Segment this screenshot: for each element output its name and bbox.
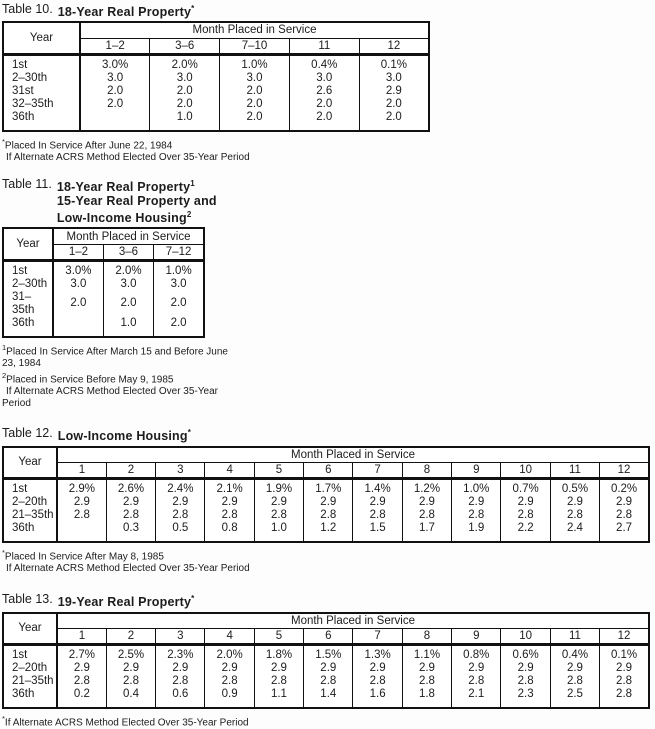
month-column-header: 6 [304,463,353,479]
data-cell: 1.7 [402,522,451,542]
month-column-header: 1 [57,629,106,645]
table-11-title-prefix: Table 11. [2,176,52,191]
data-cell: 3.0 [220,72,290,85]
row-label: 36th [3,111,80,131]
data-cell: 2.8 [73,675,90,688]
table-row [3,54,429,72]
table-10-section [2,2,655,164]
data-cell: 2.9 [600,496,649,509]
footnote-line [2,713,655,729]
data-cell: 2.0 [154,317,204,337]
table-row [3,278,204,291]
data-cell: 2.0 [289,111,359,131]
footnote-line [2,398,655,410]
footnote-text: 23, 1984 [2,358,41,370]
table-13-section [2,592,655,729]
footnote-text: If Alternate ACRS Method Elected Over 35-Year Period [6,151,250,163]
footnote-text: Placed In Service After May 8, 1985 [4,551,164,563]
table-13-title-text [58,592,195,609]
table-row [3,98,429,111]
table-12-title-prefix: Table 12. [2,426,53,441]
data-cell: 2.0 [70,297,87,310]
month-column-header: 1–2 [80,38,150,54]
table-title-line [57,208,217,225]
row-label: 31st [3,85,80,98]
data-cell: 3.0 [70,277,87,290]
table-12-section [2,426,655,575]
data-cell: 2.0 [150,98,220,111]
data-cell: 2.2 [501,522,550,542]
data-cell: 2.9 [501,496,550,509]
header-row-1 [3,613,649,629]
month-column-header: 7 [353,463,402,479]
month-column-header: 3 [156,463,205,479]
year-column-header: Year [3,22,80,54]
header-row-1 [3,228,204,244]
data-cell: 2.0% [205,645,254,663]
month-column-header: 3–6 [150,38,220,54]
data-cell: 2.7 [600,522,649,542]
month-column-header: 9 [452,463,501,479]
month-column-header: 7–10 [220,38,290,54]
data-cell: 0.9 [205,688,254,708]
title-footnote-marker: * [191,4,195,13]
month-column-header: 11 [550,629,599,645]
data-cell: 1.1% [402,645,451,663]
row-label: 1st [3,260,53,278]
month-column-header: 3–6 [103,244,153,260]
table-10-footnotes [2,136,655,164]
table-title-line [58,2,195,19]
data-cell: 2.9 [156,662,205,675]
data-cell: 2.3 [501,688,550,708]
table-title-line [57,194,217,208]
year-column-header: Year [3,228,53,260]
data-cell: 2.8 [501,509,550,522]
row-label: 21–35th [3,509,57,522]
month-column-header: 12 [359,38,429,54]
table-row [3,675,649,688]
footnote-marker: * [2,714,5,724]
data-cell: 2.0 [359,98,429,111]
data-cell: 0.2 [73,688,90,701]
data-cell: 2.9 [550,496,599,509]
table-title-line [57,177,217,194]
month-column-header: 10 [501,629,550,645]
month-column-header: 7 [353,629,402,645]
data-cell: 1.0 [254,522,303,542]
table-10-title-prefix: Table 10. [2,2,53,16]
data-cell: 2.0 [220,85,290,98]
month-column-header: 5 [254,463,303,479]
data-cell: 2.8 [254,675,303,688]
data-cell: 2.8 [600,675,649,688]
data-cell: 2.5 [550,688,599,708]
table-row [3,662,649,675]
month-column-header: 1 [57,463,106,479]
footnote-line [2,152,655,164]
data-cell: 2.0 [289,98,359,111]
data-cell: 2.9 [359,85,429,98]
table-13-title-prefix: Table 13. [2,592,53,607]
table-row [3,496,649,509]
table-11 [2,227,205,338]
data-cell: 2.9 [304,496,353,509]
row-label: 21–35th [3,675,57,688]
data-cell [53,317,103,337]
row-label: 36th [3,522,57,542]
data-cell: 0.3 [106,522,155,542]
data-cell: 2.9 [254,496,303,509]
month-column-header: 10 [501,463,550,479]
month-placed-in-service-header: Month Placed in Service [66,230,191,243]
month-column-header: 11 [289,38,359,54]
footnote-line [2,136,655,152]
table-12-title [2,426,655,443]
data-cell: 3.0 [107,71,124,84]
data-cell: 2.9 [402,662,451,675]
month-column-header: 2 [106,629,155,645]
data-cell: 2.9 [304,662,353,675]
footnote-line [2,358,655,370]
data-cell: 3.0 [359,72,429,85]
footnote-text: If Alternate ACRS Method Elected Over 35-Year [6,386,218,398]
footnote-line [2,563,655,575]
table-12-title-text [58,426,191,443]
data-cell: 2.1 [452,688,501,708]
table-row [3,291,204,317]
row-label: 1st [3,54,80,72]
table-11-title [2,177,655,225]
data-cell: 2.9 [73,662,90,675]
data-cell: 0.7% [501,479,550,497]
month-column-header: 12 [600,463,649,479]
data-cell: 0.5 [156,522,205,542]
data-cell: 2.0 [107,97,124,110]
table-row [3,688,649,708]
data-cell: 2.7% [68,649,96,662]
footnote-line [2,386,655,398]
row-label: 2–30th [3,278,53,291]
data-cell: 2.9 [600,662,649,675]
data-cell: 2.8 [600,688,649,708]
data-cell: 1.6 [353,688,402,708]
data-cell: 2.4% [156,479,205,497]
row-label: 31–35th [3,291,53,317]
data-cell: 0.5% [550,479,599,497]
data-cell: 0.6% [501,645,550,663]
month-column-header: 6 [304,629,353,645]
data-cell: 0.4 [106,688,155,708]
table-11-title-text [57,177,217,225]
data-cell: 3.0 [103,278,153,291]
table-row [3,317,204,337]
data-cell: 2.8 [550,509,599,522]
data-cell: 0.2% [600,479,649,497]
title-footnote-marker: 1 [190,178,195,188]
data-cell: 2.8 [106,675,155,688]
year-column-header: Year [3,447,57,479]
data-cell: 1.9 [452,522,501,542]
data-cell: 1.9% [254,479,303,497]
table-row [3,479,649,497]
data-cell: 3.0 [154,278,204,291]
data-cell: 2.0 [150,85,220,98]
table-row [3,260,204,278]
row-label: 36th [3,688,57,708]
footnote-text: Placed In Service After March 15 and Before June [6,346,228,358]
table-10-title [2,2,655,19]
month-column-header: 2 [106,463,155,479]
table-12-footnotes [2,547,655,575]
table-title-line [58,592,195,609]
data-cell: 1.2% [402,479,451,497]
month-column-header: 3 [156,629,205,645]
data-cell: 2.0% [103,260,153,278]
data-cell: 0.1% [359,54,429,72]
data-cell: 0.8% [452,645,501,663]
data-cell: 1.0 [103,317,153,337]
data-cell: 2.9 [452,662,501,675]
data-cell: 2.8 [452,675,501,688]
data-cell: 2.8 [402,675,451,688]
footnote-text: Placed in Service Before May 9, 1985 [6,374,174,386]
table-title-line-text: 19-Year Real Property [57,595,192,610]
data-cell: 2.0 [107,84,124,97]
table-title-line-text: 15-Year Real Property and [56,194,217,209]
table-title-line-text: Low-Income Housing [56,211,187,226]
data-cell: 0.4% [550,645,599,663]
footnote-line [2,370,655,386]
data-cell: 1.0% [154,260,204,278]
data-cell: 1.0% [452,479,501,497]
data-cell: 2.8 [600,509,649,522]
data-cell: 2.9 [501,662,550,675]
table-10-title-text [58,2,195,19]
data-cell: 3.0 [289,72,359,85]
data-cell: 2.9 [550,662,599,675]
month-column-header: 4 [205,629,254,645]
table-10 [2,21,430,132]
row-label: 2–20th [3,496,57,509]
data-cell: 2.9 [205,662,254,675]
data-cell: 2.8 [106,509,155,522]
month-placed-in-service-header: Month Placed in Service [290,448,415,461]
year-column-header: Year [3,613,57,645]
footnote-marker: 2 [2,371,7,381]
title-footnote-marker: * [187,428,192,438]
data-cell: 2.9 [254,662,303,675]
table-title-line-text: 18-Year Real Property [56,180,191,195]
data-cell: 2.8 [304,509,353,522]
data-cell: 2.9 [353,662,402,675]
table-row [3,111,429,131]
row-label: 32–35th [3,98,80,111]
footnote-line [2,547,655,563]
table-13-footnotes [2,713,655,729]
row-label: 36th [3,317,53,337]
table-row [3,72,429,85]
data-cell: 1.1 [254,688,303,708]
footnote-marker: 1 [2,342,7,352]
data-cell: 3.0 [150,72,220,85]
data-cell: 2.8 [254,509,303,522]
month-column-header: 8 [402,629,451,645]
data-cell: 2.8 [73,509,90,522]
data-cell: 0.1% [600,645,649,663]
data-cell: 2.9 [452,496,501,509]
data-cell: 0.4% [289,54,359,72]
month-column-header: 5 [254,629,303,645]
data-cell: 2.9 [73,496,90,509]
data-cell [80,111,150,131]
table-row [3,645,649,663]
data-cell: 2.0 [359,111,429,131]
month-placed-in-service-header: Month Placed in Service [192,24,317,37]
data-cell: 2.8 [304,675,353,688]
data-cell: 1.5 [353,522,402,542]
data-cell: 2.6 [289,85,359,98]
data-cell: 1.2 [304,522,353,542]
data-cell: 2.8 [156,509,205,522]
month-column-header: 1–2 [53,244,103,260]
row-label: 1st [3,645,57,663]
data-cell: 2.9 [205,496,254,509]
header-row-2 [3,463,649,479]
data-cell: 3.0% [65,264,92,277]
data-cell: 1.7% [304,479,353,497]
data-cell: 3.0% [102,58,129,71]
header-row-2 [3,629,649,645]
data-cell: 1.5% [304,645,353,663]
table-12 [2,446,650,544]
data-cell: 1.8 [402,688,451,708]
data-cell: 1.0% [220,54,290,72]
data-cell: 2.3% [156,645,205,663]
data-cell: 1.0 [150,111,220,131]
footnote-text: If Alternate ACRS Method Elected Over 35-Year Period [4,717,249,729]
data-cell: 2.0 [220,111,290,131]
data-cell: 2.9 [156,496,205,509]
data-cell: 2.0 [220,98,290,111]
data-cell: 2.8 [205,509,254,522]
data-cell: 1.4 [304,688,353,708]
data-cell: 2.9 [106,662,155,675]
row-label: 2–20th [3,662,57,675]
data-cell: 2.8 [353,509,402,522]
table-13 [2,612,650,710]
month-column-header: 11 [550,463,599,479]
data-cell: 2.6% [106,479,155,497]
header-row-1 [3,447,649,463]
data-cell: 2.5% [106,645,155,663]
month-column-header: 7–12 [154,244,204,260]
month-column-header: 12 [600,629,649,645]
data-cell: 2.8 [402,509,451,522]
row-label: 2–30th [3,72,80,85]
data-cell: 2.9 [106,496,155,509]
footnote-marker: * [2,136,5,146]
month-column-header: 8 [402,463,451,479]
table-title-line-text: 18-Year Real Property [57,5,192,20]
table-11-section [2,177,655,410]
data-cell: 2.0 [103,291,153,317]
footnote-text: If Alternate ACRS Method Elected Over 35-Year Period [6,563,250,575]
data-cell: 2.0% [150,54,220,72]
month-column-header: 4 [205,463,254,479]
title-footnote-marker: 2 [186,210,192,220]
table-row [3,85,429,98]
data-cell: 1.3% [353,645,402,663]
data-cell: 2.9 [402,496,451,509]
table-13-title [2,592,655,609]
footnote-text: Placed In Service After June 22, 1984 [4,139,173,151]
month-column-header: 9 [452,629,501,645]
title-footnote-marker: * [191,594,195,604]
footnote-line [2,342,655,358]
data-cell: 2.9 [353,496,402,509]
table-11-footnotes [2,342,655,411]
data-cell: 2.8 [452,509,501,522]
table-title-line [58,426,191,443]
data-cell: 2.8 [501,675,550,688]
data-cell: 2.8 [205,675,254,688]
footnote-text: Period [2,398,31,410]
table-title-line-text: Low-Income Housing [57,429,188,444]
data-cell: 2.4 [550,522,599,542]
table-row [3,509,649,522]
data-cell: 2.1% [205,479,254,497]
data-cell: 2.8 [156,675,205,688]
data-cell [57,522,106,542]
row-label: 1st [3,479,57,497]
footnote-marker: * [2,548,5,558]
data-cell: 2.9% [68,483,96,496]
month-placed-in-service-header: Month Placed in Service [290,614,415,627]
data-cell: 2.0 [154,291,204,317]
data-cell: 1.8% [254,645,303,663]
data-cell: 1.4% [353,479,402,497]
data-cell: 2.8 [550,675,599,688]
data-cell: 2.8 [353,675,402,688]
header-row-1 [3,22,429,38]
table-row [3,522,649,542]
data-cell: 0.8 [205,522,254,542]
data-cell: 0.6 [156,688,205,708]
